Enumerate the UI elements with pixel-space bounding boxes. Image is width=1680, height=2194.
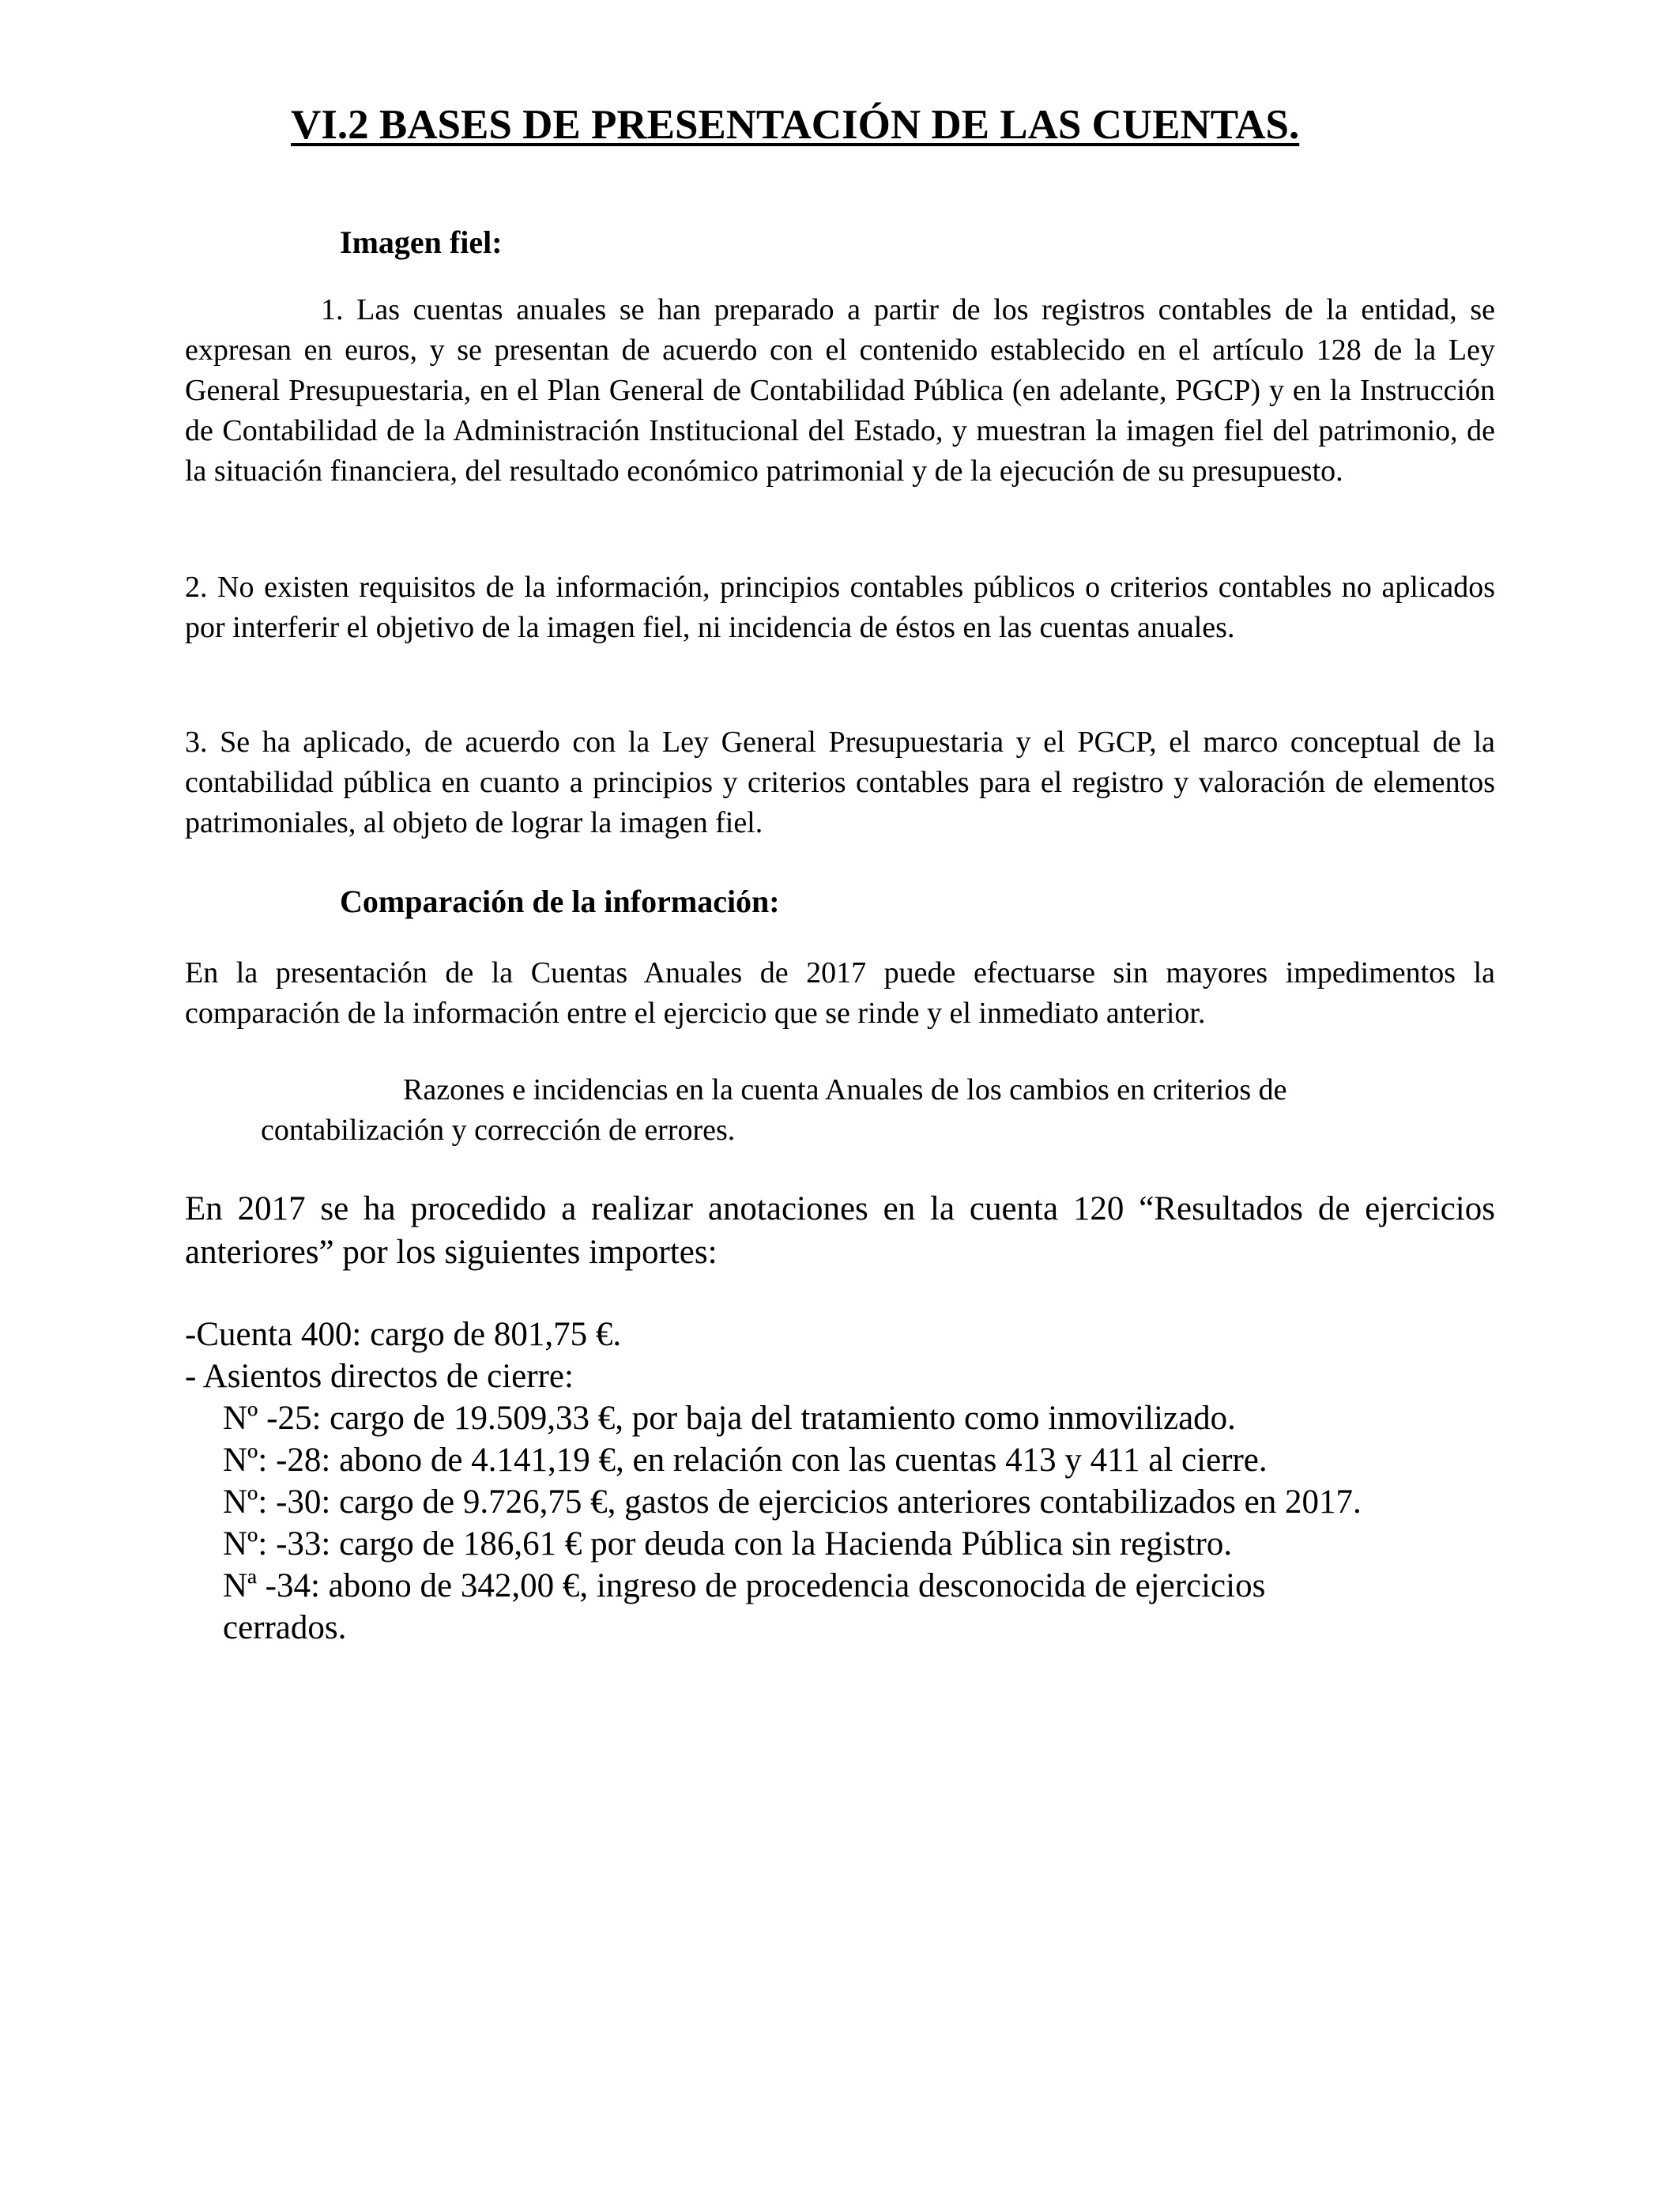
- razones-line-2: contabilización y corrección de errores.: [261, 1114, 736, 1147]
- razones-line-1: Razones e incidencias en la cuenta Anuales de los cambios en criterios de: [403, 1073, 1287, 1106]
- razones-paragraph: [261, 1070, 1494, 1151]
- page-title: VI.2 BASES DE PRESENTACIÓN DE LAS CUENTAS.: [291, 102, 1300, 148]
- entries-list: [185, 1314, 1528, 1649]
- paragraph-3: 3. Se ha aplicado, de acuerdo con la Ley General Presupuestaria y el PGCP, el marco conceptual de la contabilidad pública en cuanto a principios y criterios contables para el registro y valoración de elementos patrimoniales, al objeto de lograr la imagen fiel.: [185, 726, 1495, 839]
- paragraph-1: 1. Las cuentas anuales se han preparado a partir de los registros contables de la entidad, se expresan en euros, y se presentan de acuerdo con el contenido establecido en el artículo 128 de la Ley General Presupuestaria, en el Plan General de Contabilidad Pública (en adelante, PGCP) y en la Instrucción de Contabilidad de la Administración Institucional del Estado, y muestran la imagen fiel del patrimonio, de la situación financiera, del resultado económico patrimonial y de la ejecución de su presupuesto.: [185, 293, 1495, 488]
- section-heading-comparacion: Comparación de la información:: [340, 884, 780, 919]
- list-subitem: Nº: -28: abono de 4.141,19 €, en relación con las cuentas 413 y 411 al cierre.: [223, 1442, 1268, 1479]
- list-subitem: Nº: -30: cargo de 9.726,75 €, gastos de ejercicios anteriores contabilizados en 2017.: [223, 1483, 1362, 1521]
- section-heading-imagen-fiel: Imagen fiel:: [340, 224, 503, 260]
- list-item: - Asientos directos de cierre:: [185, 1358, 574, 1395]
- list-subitem: Nº: -33: cargo de 186,61 € por deuda con la Hacienda Pública sin registro.: [223, 1525, 1233, 1563]
- list-item: -Cuenta 400: cargo de 801,75 €.: [185, 1316, 622, 1353]
- paragraph-2: 2. No existen requisitos de la información, principios contables públicos o criterios contables no aplicados por interferir el objetivo de la imagen fiel, ni incidencia de éstos en las cuentas anuales.: [185, 571, 1495, 644]
- list-subitem: cerrados.: [223, 1609, 347, 1646]
- paragraph-4: En la presentación de la Cuentas Anuales de 2017 puede efectuarse sin mayores impedimentos la comparación de la información entre el ejercicio que se rinde y el inmediato anterior.: [185, 956, 1495, 1030]
- list-subitem: Nº -25: cargo de 19.509,33 €, por baja del tratamiento como inmovilizado.: [223, 1400, 1236, 1437]
- list-subitem: Nª -34: abono de 342,00 €, ingreso de procedencia desconocida de ejercicios: [223, 1567, 1266, 1604]
- paragraph-5: En 2017 se ha procedido a realizar anotaciones en la cuenta 120 “Resultados de ejercicios anteriores” por los siguientes importes:: [185, 1190, 1495, 1271]
